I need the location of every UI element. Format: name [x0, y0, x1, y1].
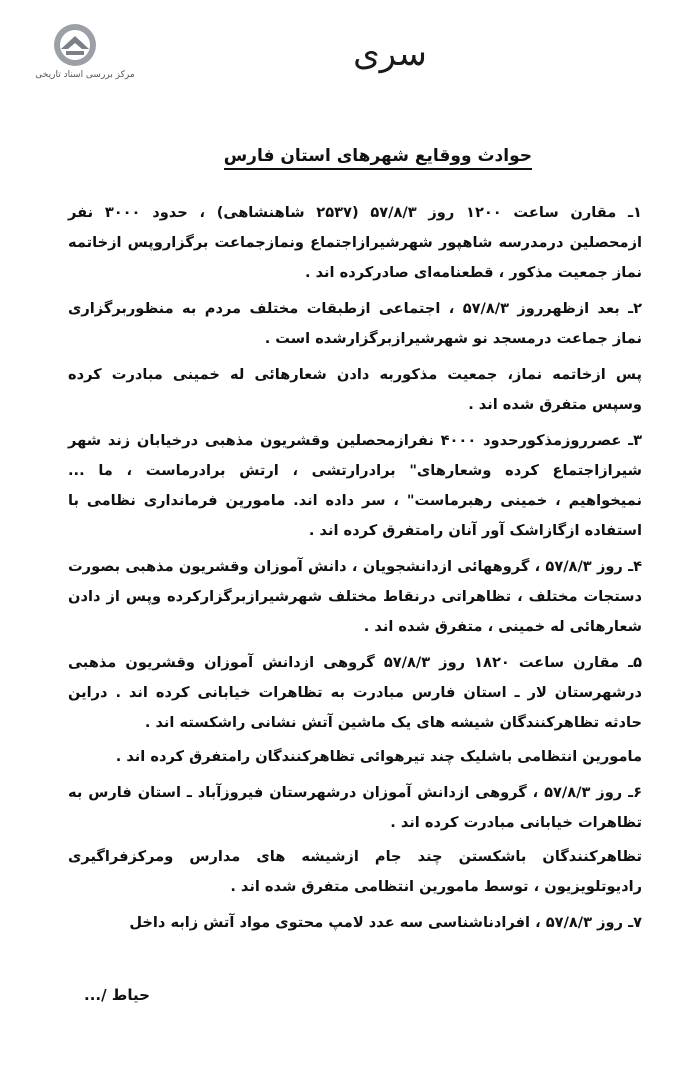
report-paragraph-4: ۴ـ روز ۵۷/۸/۳ ، گروههائی ازدانشجویان ، دانش آموزان وقشریون مذهبی بصورت دستجات مختلف ، تظاهراتی درنقاط مختلف شهرشیرازبرگزارکرده وپس از دادن شعارهائی له خمینی ، متفرق شده اند . [68, 558, 642, 635]
report-paragraph-3: ۳ـ عصرروزمذکورحدود ۴۰۰۰ نفرازمحصلین وقشریون مذهبی درخیابان زند شهر شیرازاجتماع کرده وشعارهای" برادرارتشی ، ارتش برادرماست ، ما ... نمیخواهیم ، خمینی رهبرماست" ، سر داده اند. مامورین فرمانداری نظامی با استفاده ازگازاشک آور آنان رامتفرق کرده اند . [68, 432, 642, 539]
classification-label: سری [353, 34, 427, 74]
report-paragraph-2: ۲ـ بعد ازظهرروز ۵۷/۸/۳ ، اجتماعی ازطبقات مختلف مردم به منظوربرگزاری نماز جماعت درمسجد نو شهرشیرازبرگزارشده است . [68, 300, 642, 347]
report-paragraph-5-continued: مامورین انتظامی باشلیک چند تیرهوائی تظاهرکنندگان رامتفرق کرده اند . [115, 748, 642, 765]
report-paragraph-1: ۱ـ مقارن ساعت ۱۲۰۰ روز ۵۷/۸/۳ (۲۵۳۷ شاهنشاهی) ، حدود ۳۰۰۰ نفر ازمحصلین درمدرسه شاهپور شهرشیرازاجتماع ونمازجماعت برگزاروپس ازخاتمه نماز جمعیت مذکور ، قطعنامه‌ای صادرکرده اند . [68, 204, 642, 281]
archive-logo-icon [52, 22, 98, 68]
report-paragraph-6-continued: تظاهرکنندگان باشکستن چند جام ازشیشه های مدارس ومرکزفراگیری رادیوتلویزیون ، توسط مامورین انتظامی متفرق شده اند . [68, 848, 642, 895]
document-title: حوادث ووقایع شهرهای استان فارس [224, 146, 532, 170]
report-paragraph-6: ۶ـ روز ۵۷/۸/۳ ، گروهی ازدانش آموزان درشهرستان فیروزآباد ـ استان فارس به تظاهرات خیابانی مبادرت کرده اند . [68, 784, 642, 831]
logo-caption: مرکز بررسی اسناد تاریخی [35, 70, 135, 80]
report-paragraph-7: ۷ـ روز ۵۷/۸/۳ ، افرادناشناسی سه عدد لامپ محتوی مواد آتش زابه داخل [129, 914, 642, 931]
report-paragraph-5: ۵ـ مقارن ساعت ۱۸۲۰ روز ۵۷/۸/۳ گروهی ازدانش آموزان وقشریون مذهبی درشهرستان لار ـ استان فارس مبادرت به تظاهرات خیابانی کرده اند . دراین حادثه تظاهرکنندگان شیشه های یک ماشین آتش نشانی راشکسته اند . [68, 654, 642, 731]
page-continuation-note: حیاط /... [84, 986, 150, 1004]
report-body [68, 198, 642, 944]
archive-logo [35, 22, 135, 82]
report-paragraph-2-continued: پس ازخاتمه نماز، جمعیت مذکوربه دادن شعارهائی له خمینی مبادرت کرده وسپس متفرق شده اند . [68, 366, 642, 413]
